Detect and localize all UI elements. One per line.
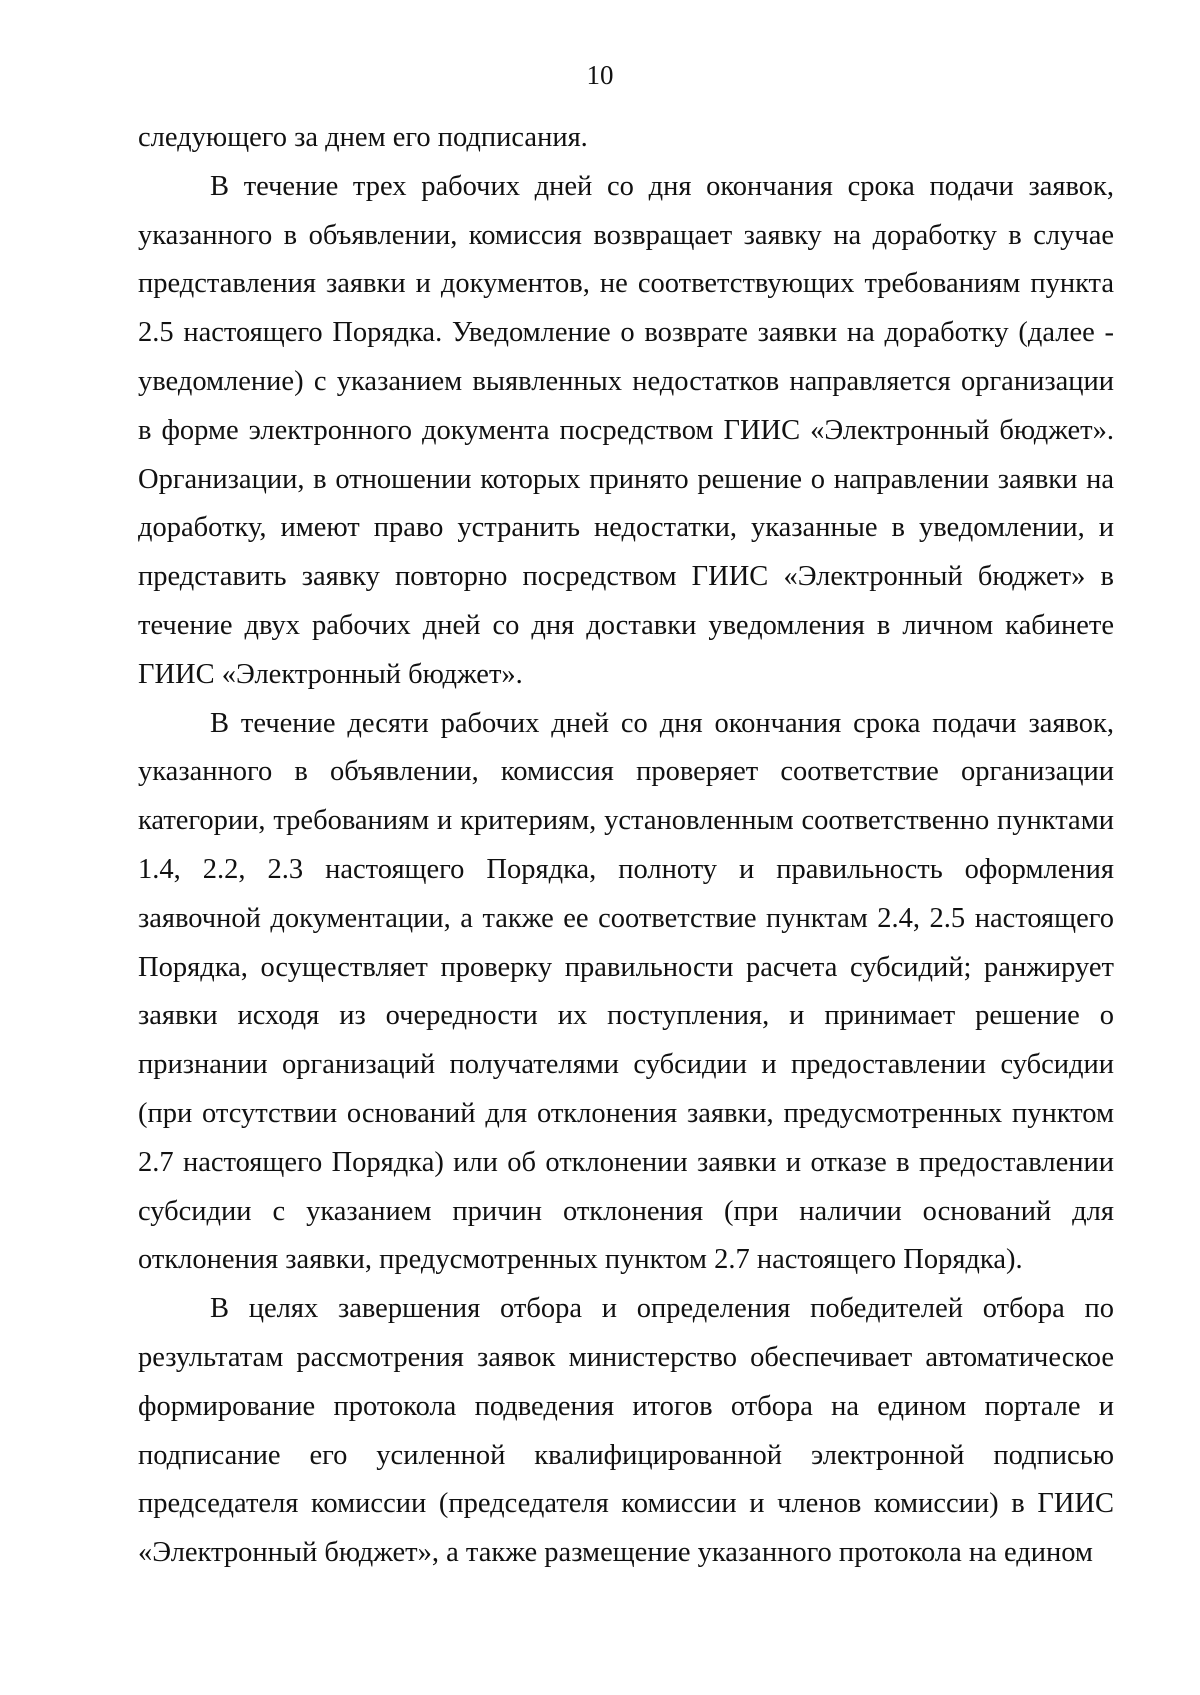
paragraph-continuation: следующего за днем его подписания. xyxy=(138,122,588,153)
paragraph-application-return: В течение трех рабочих дней со дня окончания срока подачи заявок, указанного в объявлении, комиссия возвращает заявку на доработку в случае представления заявки и документов, не соответствующих требованиям пункта 2.5 настоящего Порядка. Уведомление о возврате заявки на доработку (далее - уведомление) с указанием выявленных недостатков направляется организации в форме электронного документа посредством ГИИС «Электронный бюджет». Организации, в отношении которых принято решение о направлении заявки на доработку, имеют право устранить недостатки, указанные в уведомлении, и представить заявку повторно посредством ГИИС «Электронный бюджет» в течение двух рабочих дней со дня доставки уведомления в личном кабинете ГИИС «Электронный бюджет». xyxy=(138,170,1114,690)
paragraph-selection-completion: В целях завершения отбора и определения победителей отбора по результатам рассмотрения заявок министерство обеспечивает автоматическое формирование протокола подведения итогов отбора на едином портале и подписание его усиленной квалифицированной электронной подписью председателя комиссии (председателя комиссии и членов комиссии) в ГИИС «Электронный бюджет», а также размещение указанного протокола на едином xyxy=(138,1293,1114,1569)
paragraph-application-review: В течение десяти рабочих дней со дня окончания срока подачи заявок, указанного в объявлении, комиссия проверяет соответствие организации категории, требованиям и критериям, установленным соответственно пунктами 1.4, 2.2, 2.3 настоящего Порядка, полноту и правильность оформления заявочной документации, а также ее соответствие пунктам 2.4, 2.5 настоящего Порядка, осуществляет проверку правильности расчета субсидий; ранжирует заявки исходя из очередности их поступления, и принимает решение о признании организаций получателями субсидии и предоставлении субсидии (при отсутствии оснований для отклонения заявки, предусмотренных пунктом 2.7 настоящего Порядка) или об отклонении заявки и отказе в предоставлении субсидии с указанием причин отклонения (при наличии оснований для отклонения заявки, предусмотренных пунктом 2.7 настоящего Порядка). xyxy=(138,707,1114,1276)
document-body xyxy=(138,114,1114,1578)
page-number: 10 xyxy=(586,60,614,90)
